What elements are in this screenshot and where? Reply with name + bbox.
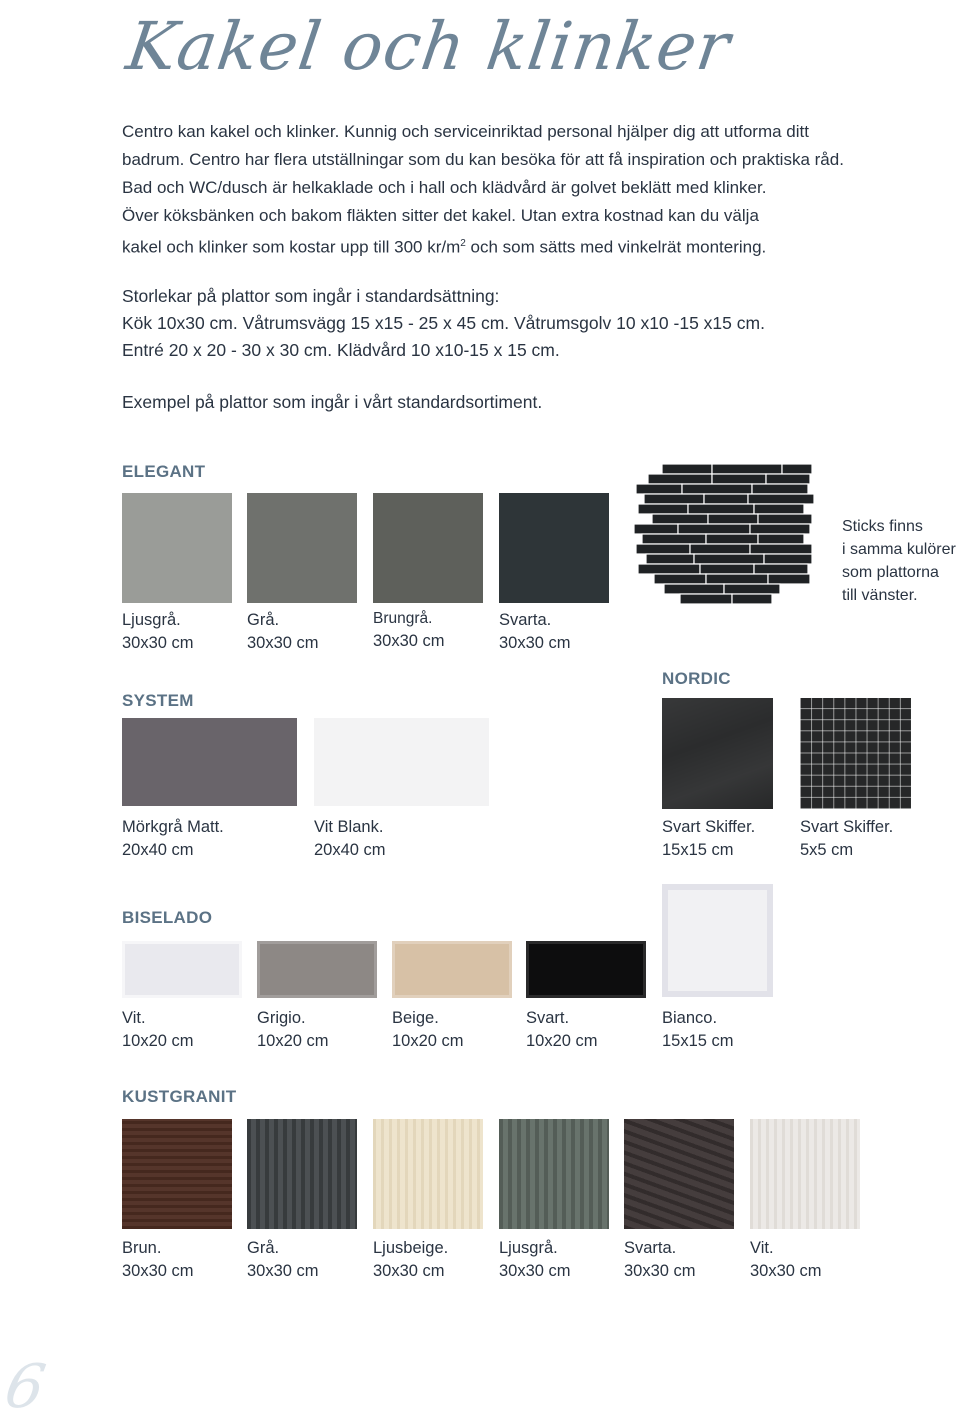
tile-elegant-svarta <box>499 493 609 603</box>
section-title-biselado: BISELADO <box>122 908 213 927</box>
tile-system-vit-blank <box>314 718 489 806</box>
tile-kustgranit-ljusbeige <box>373 1119 483 1229</box>
caption-biselado-grigio: Grigio. 10x20 cm <box>257 1009 329 1050</box>
intro-line-3: Bad och WC/dusch är helkaklade och i hall och klädvård är golvet beklätt med klinker. <box>122 178 767 197</box>
tile-elegant-gra <box>247 493 357 603</box>
caption-kustgranit-svarta: Svarta. 30x30 cm <box>624 1239 696 1280</box>
caption-kustgranit-brun: Brun. 30x30 cm <box>122 1239 194 1280</box>
sizes-line-1: Kök 10x30 cm. Våtrumsvägg 15 x15 - 25 x 45 cm. Våtrumsgolv 10 x10 -15 x15 cm. <box>122 313 765 333</box>
caption-kustgranit-ljusgra: Ljusgrå. 30x30 cm <box>499 1239 571 1280</box>
caption-kustgranit-ljusbeige: Ljusbeige. 30x30 cm <box>373 1239 449 1280</box>
page-number: 6 <box>0 1352 51 1422</box>
tile-kustgranit-ljusgra <box>499 1119 609 1229</box>
intro-line-2: badrum. Centro har flera utställningar som du kan besöka för att få inspiration och praktiska råd. <box>122 150 844 169</box>
examples-text: Exempel på plattor som ingår i vårt standardsortiment. <box>122 392 543 412</box>
intro-line-4: Över köksbänken och bakom fläkten sitter det kakel. Utan extra kostnad kan du välja <box>122 206 759 225</box>
caption-elegant-brungra: Brungrå. 30x30 cm <box>373 610 445 650</box>
section-title-system: SYSTEM <box>122 691 194 710</box>
caption-elegant-ljusgra: Ljusgrå. 30x30 cm <box>122 611 194 652</box>
caption-system-morkgra: Mörkgrå Matt. 20x40 cm <box>122 818 224 859</box>
tile-nordic-svart-skiffer-15 <box>662 698 773 809</box>
page-title: Kakel och klinker <box>122 8 736 85</box>
tile-kustgranit-brun <box>122 1119 232 1229</box>
caption-kustgranit-gra: Grå. 30x30 cm <box>247 1239 319 1280</box>
caption-kustgranit-vit: Vit. 30x30 cm <box>750 1239 822 1280</box>
sizes-heading: Storlekar på plattor som ingår i standardsättning: <box>122 286 500 306</box>
section-title-nordic: NORDIC <box>662 669 731 688</box>
caption-elegant-svarta: Svarta. 30x30 cm <box>499 611 571 652</box>
intro-line-5: kakel och klinker som kostar upp till 300 $kr/m^2$ och som sätts med vinkelrät montering. <box>122 237 767 257</box>
tile-system-morkgra-matt <box>122 718 297 806</box>
caption-biselado-bianco: Bianco. 15x15 cm <box>662 1009 734 1050</box>
tile-kustgranit-vit <box>750 1119 860 1229</box>
caption-nordic-15: Svart Skiffer. 15x15 cm <box>662 818 756 859</box>
intro-line-1: Centro kan kakel och klinker. Kunnig och serviceinriktad personal hjälper dig att utforma ditt <box>122 122 809 141</box>
tile-biselado-bianco <box>662 884 773 997</box>
section-title-elegant: ELEGANT <box>122 462 206 481</box>
caption-elegant-gra: Grå. 30x30 cm <box>247 611 319 652</box>
section-title-kustgranit: KUSTGRANIT <box>122 1087 237 1106</box>
caption-nordic-5: Svart Skiffer. 5x5 cm <box>800 818 894 859</box>
sizes-line-2: Entré 20 x 20 - 30 x 30 cm. Klädvård 10 x10-15 x 15 cm. <box>122 340 560 360</box>
tile-biselado-vit <box>122 941 242 998</box>
tile-elegant-brungra <box>373 493 483 603</box>
caption-biselado-svart: Svart. 10x20 cm <box>526 1009 598 1050</box>
tile-kustgranit-gra <box>247 1119 357 1229</box>
tile-kustgranit-svarta <box>624 1119 734 1229</box>
sticks-note: Sticks finns i samma kulörer som plattorna till vänster. <box>842 518 956 604</box>
sticks-mosaic-image <box>634 462 814 610</box>
tile-elegant-ljusgra <box>122 493 232 603</box>
caption-biselado-vit: Vit. 10x20 cm <box>122 1009 194 1050</box>
caption-biselado-beige: Beige. 10x20 cm <box>392 1009 464 1050</box>
tile-nordic-svart-skiffer-5 <box>800 698 911 809</box>
tile-biselado-beige <box>392 941 512 998</box>
tile-biselado-grigio <box>257 941 377 998</box>
tile-biselado-svart <box>526 941 646 998</box>
caption-system-vit: Vit Blank. 20x40 cm <box>314 818 386 859</box>
